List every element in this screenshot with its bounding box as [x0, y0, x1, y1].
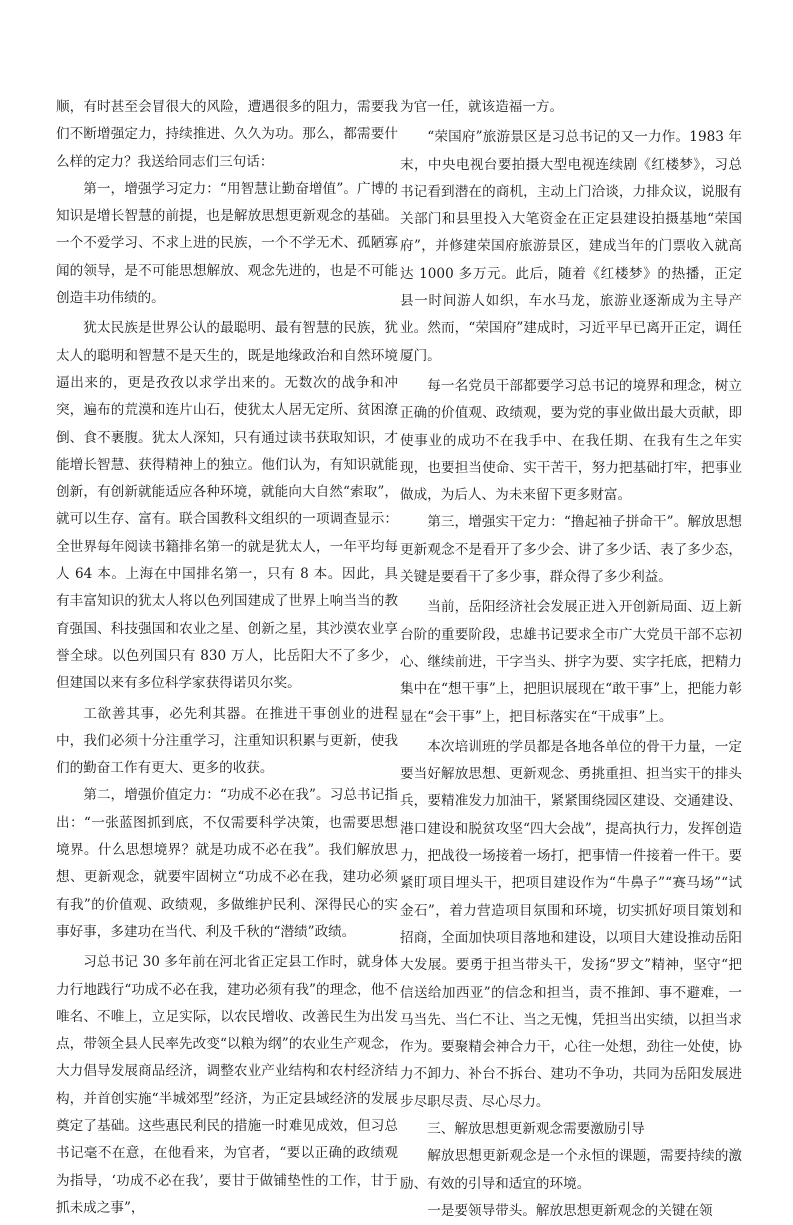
- paragraph: 习总书记 30 多年前在河北省正定县工作时，就身体力行地践行“功成不必在我，建功必须有我”的理念，他不唯名、不唯上，立足实际，以农民增收、改善民生为出发点，带领全县人民率先改变“以粮为纲”的农业生产观念，大力倡导发展商品经济，调整农业产业结构和农村经济结构，并首创实施“半城郊型”经济，为正定县域经济的发展奠定了基础。这些惠民利民的措施一时难见成效，但习总书记毫不在意，在他看来，为官者，“要以正确的政绩观为指导，‘功成不必在我’，要甘于做铺垫性的工作，甘于抓未成之事”，: [56, 954, 398, 1216]
- paragraph: 每一名党员干部都要学习总书记的境界和理念，树立正确的价值观、政绩观，要为党的事业做出最大贡献，即使事业的成功不在我手中、在我任期、在我有生之年实现，也要担当使命、实干苦干，努力把基础打牢，把事业做成，为后人、为未来留下更多财富。: [400, 377, 742, 504]
- paragraph: 第二，增强价值定力：“功成不必在我”。习总书记指出：“一张蓝图抓到底，不仅需要科学决策，也需要思想境界。什么思想境界？就是功成不必在我”。我们解放思想、更新观念，就要牢固树立“功成不必在我，建功必须有我”的价值观、政绩观，多做维护民利、深得民心的实事好事，多建功在当代、利及千秋的“潜绩”政绩。: [56, 787, 398, 940]
- paragraph: 第三，增强实干定力：“撸起袖子拼命干”。解放思想更新观念不是看开了多少会、讲了多少话、表了多少态，关键是要看干了多少事，群众得了多少利益。: [400, 514, 742, 586]
- paragraph: 工欲善其事，必先利其器。在推进干事创业的进程中，我们必须十分注重学习，注重知识积累与更新，使我们的勤奋工作有更大、更多的收获。: [56, 705, 398, 777]
- section-heading: 三、解放思想更新观念需要激励引导: [427, 1120, 645, 1137]
- paragraph: 第一，增强学习定力：“用智慧让勤奋增值”。广博的知识是增长智慧的前提，也是解放思想更新观念的基础。一个不爱学习、不求上进的民族，一个不学无术、孤陋寡闻的领导，是不可能思想解放、观念先进的，也是不可能创造丰功伟绩的。: [56, 180, 398, 307]
- paragraph: 为官一任，就该造福一方。: [400, 99, 564, 115]
- paragraph: 当前，岳阳经济社会发展正进入开创新局面、迈上新台阶的重要阶段，忠雄书记要求全市广大党员干部不忘初心、继续前进，干字当头、拼字为要、实字托底，把精力集中在“想干事”上，把胆识展现在“敢干事”上，把能力彰显在“会干事”上，把目标落实在“干成事”上。: [400, 599, 742, 725]
- paragraph: 解放思想更新观念是一个永恒的课题，需要持续的激励、有效的引导和适宜的环境。: [400, 1148, 742, 1192]
- right-column: [400, 94, 742, 1225]
- paragraph: 顺，有时甚至会冒很大的风险，遭遇很多的阻力，需要我们不断增强定力，持续推进、久久为功。那么，都需要什么样的定力？我送给同志们三句话：: [56, 99, 398, 170]
- paragraph: 本次培训班的学员都是各地各单位的骨干力量，一定要当好解放思想、更新观念、勇挑重担、担当实干的排头兵，要精准发力加油干，紧紧围绕园区建设、交通建设、港口建设和脱贫攻坚“四大会战”，提高执行力，发挥创造力，把战役一场接着一场打，把事情一件接着一件干。要紧盯项目埋头干，把项目建设作为“牛鼻子”“赛马场”“试金石”，着力营造项目氛围和环境，切实抓好项目策划和招商，全面加快项目落地和建设，以项目大建设推动岳阳大发展。要勇于担当带头干，发扬“罗文”精神，坚守“把信送给加西亚”的信念和担当，责不推卸、事不避难，一马当先、当仁不让、当之无愧，凭担当出实绩，以担当求作为。要聚精会神合力干，心往一处想，劲往一处使，协力不卸力、补台不拆台、建功不争功，共同为岳阳发展进步尽职尽责、尽心尽力。: [400, 738, 742, 1110]
- paragraph: 犹太民族是世界公认的最聪明、最有智慧的民族，犹太人的聪明和智慧不是天生的，既是地缘政治和自然环境逼出来的，更是孜孜以求学出来的。无数次的战争和冲突，遍布的荒漠和连片山石，使犹太人居无定所、贫困潦倒、食不裹腹。犹太人深知，只有通过读书获取知识，才能增长智慧、获得精神上的独立。他们认为，有知识就能创新，有创新就能适应各种环境，就能向大自然“索取”，就可以生存、富有。联合国教科文组织的一项调查显示：全世界每年阅读书籍排名第一的就是犹太人，一年平均每人 64 本。上海在中国排名第一，只有 8 本。因此，具有丰富知识的犹太人将以色列国建成了世界上响当当的教育强国、科技强国和农业之星、创新之星，其沙漠农业享誉全球。以色列国只有 830 万人，比岳阳大不了多少，但建国以来有多位科学家获得诺贝尔奖。: [56, 320, 398, 692]
- paragraph: 一是要领导带头。解放思想更新观念的关键在领: [427, 1202, 713, 1219]
- paragraph: “荣国府”旅游景区是习总书记的又一力作。1983 年末，中央电视台要拍摄大型电视连续剧《红楼梦》，习总书记看到潜在的商机，主动上门洽谈，力排众议，说服有关部门和县里投入大笔资金在正定县建设拍摄基地“荣国府”，并修建荣国府旅游景区，建成当年的门票收入就高达 1000 多万元。此后，随着《红楼梦》的热播，正定县一时间游人如织，车水马龙，旅游业逐渐成为主导产业。然而，“荣国府”建成时，习近平早已离开正定，调任厦门。: [400, 129, 742, 364]
- left-column: [56, 94, 398, 1222]
